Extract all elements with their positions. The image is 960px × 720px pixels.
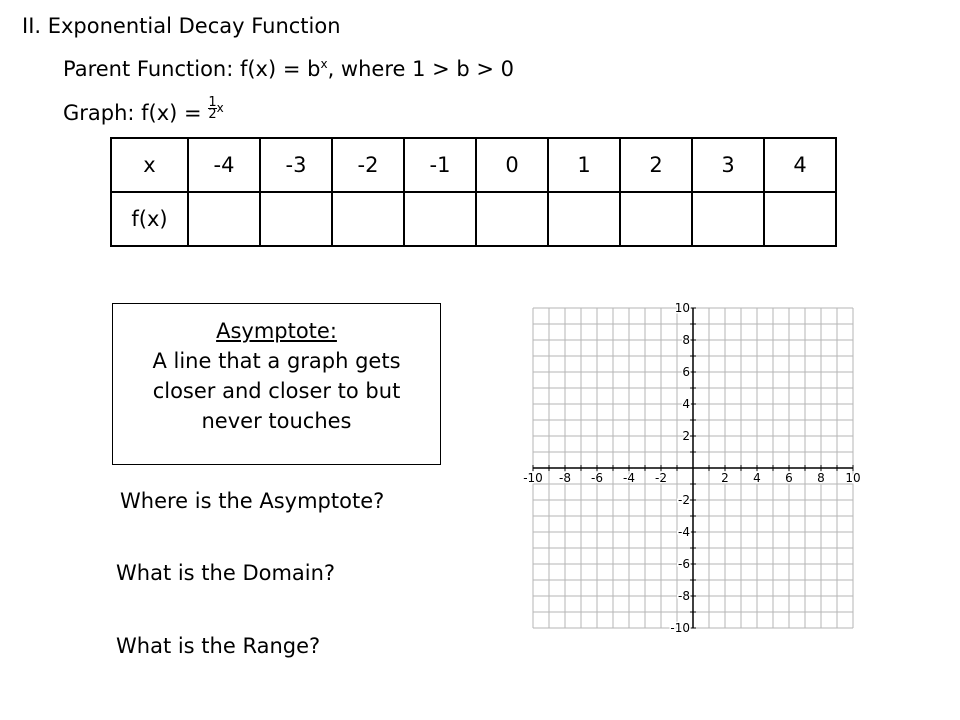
coordinate-plane — [505, 300, 925, 640]
asymptote-question: Where is the Asymptote? — [120, 489, 385, 513]
x-tick-label: -8 — [559, 471, 571, 485]
x-cell: 3 — [692, 138, 764, 192]
parent-function-condition: , where 1 > b > 0 — [327, 57, 515, 81]
x-cell: 0 — [476, 138, 548, 192]
domain-question: What is the Domain? — [116, 561, 336, 585]
y-tick-label: -4 — [678, 525, 690, 539]
y-tick-label: -6 — [678, 557, 690, 571]
y-tick-label: 4 — [682, 397, 690, 411]
values-table — [110, 137, 837, 247]
x-cell: 2 — [620, 138, 692, 192]
x-cell: 4 — [764, 138, 836, 192]
x-tick-label: -10 — [523, 471, 543, 485]
definition-line: A line that a graph gets — [152, 349, 401, 373]
fx-cell — [260, 192, 332, 246]
x-tick-label: 6 — [785, 471, 793, 485]
x-tick-label: 2 — [721, 471, 729, 485]
y-tick-label: 6 — [682, 365, 690, 379]
range-question: What is the Range? — [116, 634, 321, 658]
fx-cell — [404, 192, 476, 246]
fx-cell — [188, 192, 260, 246]
fx-cell — [476, 192, 548, 246]
definition-term: Asymptote: — [216, 319, 337, 343]
parent-function — [63, 57, 514, 81]
x-tick-label: 10 — [845, 471, 861, 485]
definition-line: never touches — [201, 409, 352, 433]
one-half-fraction — [208, 97, 216, 120]
x-tick-label: -2 — [655, 471, 667, 485]
y-tick-label: -8 — [678, 589, 690, 603]
fx-header: f(x) — [111, 192, 188, 246]
fraction-numerator: 1 — [208, 95, 217, 110]
y-tick-label: 8 — [682, 333, 690, 347]
x-cell: 1 — [548, 138, 620, 192]
fx-row — [111, 192, 836, 246]
x-tick-label: -6 — [591, 471, 603, 485]
x-header: x — [111, 138, 188, 192]
asymptote-definition-box — [112, 303, 441, 465]
fx-cell — [692, 192, 764, 246]
x-cell: -2 — [332, 138, 404, 192]
parent-function-exponent: x — [320, 57, 328, 71]
y-tick-label: -2 — [678, 493, 690, 507]
x-cell: -4 — [188, 138, 260, 192]
x-cell: -1 — [404, 138, 476, 192]
fx-cell — [620, 192, 692, 246]
y-tick-label: 2 — [682, 429, 690, 443]
fraction-denominator: 2 — [208, 107, 217, 122]
x-tick-label: -4 — [623, 471, 635, 485]
x-cell: -3 — [260, 138, 332, 192]
fx-cell — [332, 192, 404, 246]
y-tick-label: -10 — [670, 621, 690, 635]
definition-line: closer and closer to but — [152, 379, 401, 403]
graph-function-exponent: x — [216, 101, 224, 115]
x-tick-label: 8 — [817, 471, 825, 485]
parent-function-prefix: Parent Function: f(x) = b — [63, 57, 321, 81]
fx-cell — [764, 192, 836, 246]
section-title: II. Exponential Decay Function — [22, 14, 341, 38]
y-tick-label: 10 — [674, 301, 690, 315]
x-row — [111, 138, 836, 192]
graph-function-prefix: Graph: f(x) = — [63, 101, 209, 125]
x-tick-label: 4 — [753, 471, 761, 485]
fx-cell — [548, 192, 620, 246]
graph-function — [63, 97, 224, 125]
